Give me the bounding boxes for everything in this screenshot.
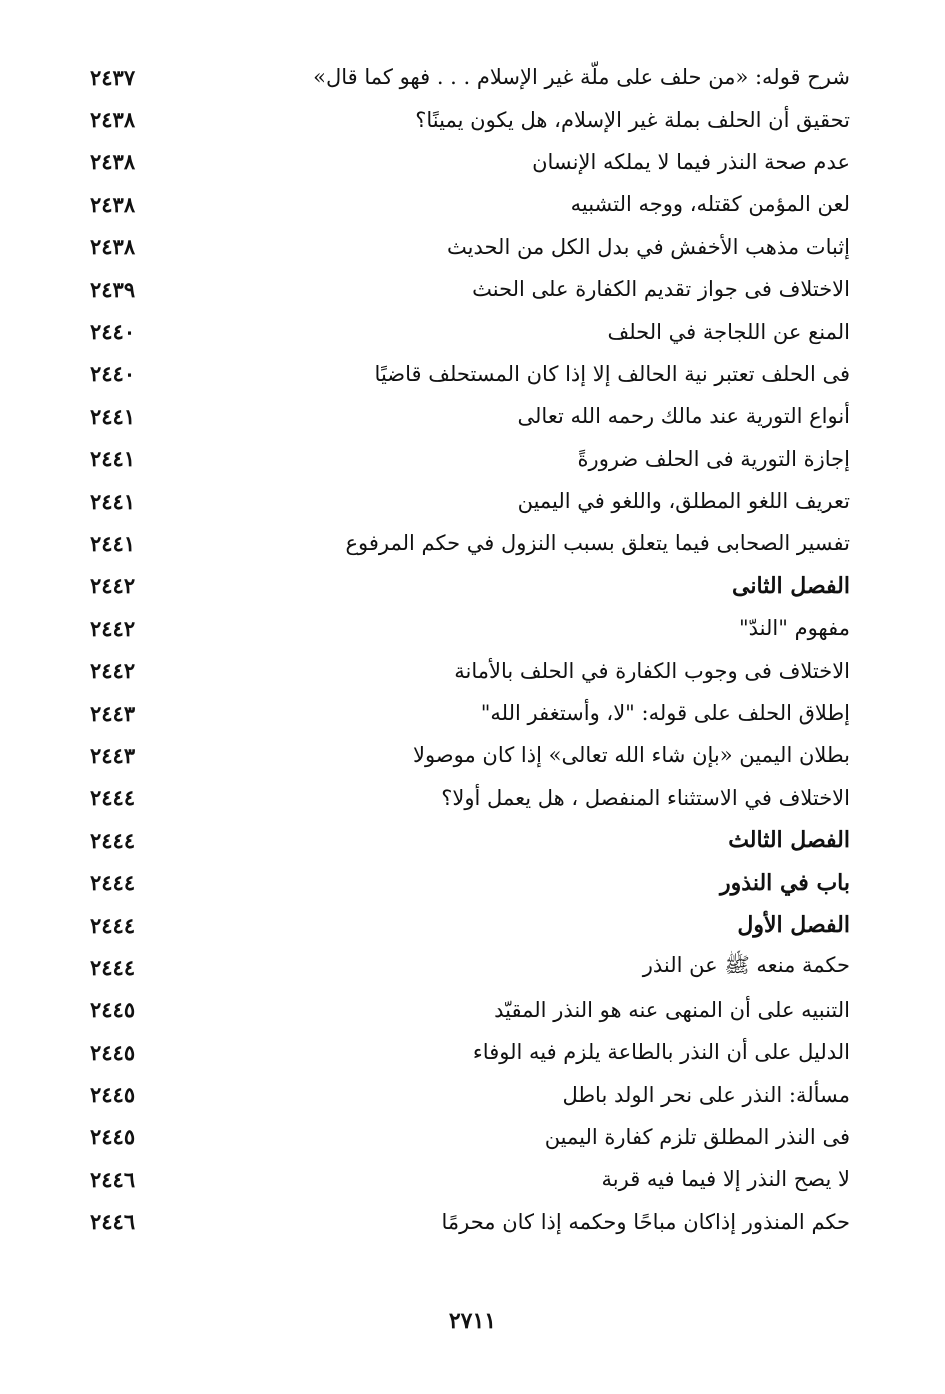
entry-title: حكمة منعه ﷺ عن النذر <box>642 952 850 977</box>
toc-entry <box>90 819 850 861</box>
entry-page-number: ٢٤٤٥ <box>90 1082 136 1108</box>
entry-title: الدليل على أن النذر بالطاعة يلزم فيه الوفاء <box>472 1040 850 1065</box>
entry-page-number: ٢٤٤٦ <box>90 1209 136 1235</box>
entry-page-number: ٢٤٤٤ <box>90 827 136 853</box>
entry-page-number: ٢٤٤٤ <box>90 870 136 896</box>
section-heading: الفصل الثالث <box>728 827 850 854</box>
entry-title: شرح قوله: «من حلف على ملّة غير الإسلام . . . فهو كما قال» <box>313 65 850 90</box>
entry-page-number: ٢٤٣٨ <box>90 234 136 260</box>
entry-page-number: ٢٤٣٨ <box>90 191 136 217</box>
toc-entry <box>90 777 850 819</box>
entry-page-number: ٢٤٤٣ <box>90 742 136 768</box>
entry-page-number: ٢٤٤٢ <box>90 658 136 684</box>
toc-entry <box>90 861 850 903</box>
entry-title: مفهوم "الندّ" <box>739 616 850 641</box>
entry-page-number: ٢٤٣٧ <box>90 64 136 90</box>
entry-title: فى النذر المطلق تلزم كفارة اليمين <box>544 1124 850 1149</box>
table-of-contents <box>90 56 850 1243</box>
entry-title: الاختلاف فى جواز تقديم الكفارة على الحنث <box>472 277 850 302</box>
toc-entry <box>90 1073 850 1115</box>
entry-page-number: ٢٤٤١ <box>90 446 136 472</box>
entry-title: أنواع التورية عند مالك رحمه الله تعالى <box>517 404 850 429</box>
toc-entry <box>90 946 850 988</box>
toc-entry <box>90 226 850 268</box>
entry-page-number: ٢٤٤٠ <box>90 361 136 387</box>
toc-entry <box>90 734 850 776</box>
toc-entry <box>90 1201 850 1243</box>
entry-page-number: ٢٤٤٤ <box>90 785 136 811</box>
entry-page-number: ٢٤٣٨ <box>90 149 136 175</box>
toc-entry <box>90 183 850 225</box>
entry-title: لا يصح النذر إلا فيما فيه قربة <box>601 1167 850 1192</box>
toc-entry <box>90 268 850 310</box>
entry-page-number: ٢٤٤٥ <box>90 1124 136 1150</box>
entry-page-number: ٢٤٤١ <box>90 488 136 514</box>
entry-title: إجازة التورية فى الحلف ضرورةً <box>577 446 850 471</box>
entry-title: تفسير الصحابى فيما يتعلق بسبب النزول في حكم المرفوع <box>345 531 850 556</box>
entry-page-number: ٢٤٤٢ <box>90 615 136 641</box>
section-heading: الفصل الثانى <box>732 572 850 599</box>
entry-page-number: ٢٤٤١ <box>90 530 136 556</box>
entry-title: التنبيه على أن المنهى عنه هو النذر المقيّد <box>494 997 850 1022</box>
page-number: ٢٧١١ <box>448 1308 497 1334</box>
entry-title: فى الحلف تعتبر نية الحالف إلا إذا كان المستحلف قاضيًا <box>374 361 850 386</box>
entry-title: المنع عن اللجاجة في الحلف <box>607 319 850 344</box>
toc-entry <box>90 904 850 946</box>
toc-entry <box>90 522 850 564</box>
entry-title: مسألة: النذر على نحر الولد باطل <box>562 1082 850 1107</box>
toc-entry <box>90 438 850 480</box>
toc-entry <box>90 565 850 607</box>
toc-entry <box>90 141 850 183</box>
section-heading: الفصل الأول <box>737 912 850 938</box>
entry-page-number: ٢٤٣٩ <box>90 276 136 302</box>
toc-entry <box>90 98 850 140</box>
entry-title: الاختلاف في الاستثناء المنفصل ، هل يعمل أولا؟ <box>441 785 850 810</box>
entry-title: إطلاق الحلف على قوله: "لا، وأستغفر الله" <box>480 701 850 726</box>
entry-page-number: ٢٤٤١ <box>90 403 136 429</box>
entry-title: لعن المؤمن كقتله، ووجه التشبيه <box>570 192 850 217</box>
entry-page-number: ٢٤٤٥ <box>90 997 136 1023</box>
entry-page-number: ٢٤٣٨ <box>90 107 136 133</box>
toc-entry <box>90 1116 850 1158</box>
toc-entry <box>90 480 850 522</box>
toc-entry <box>90 1031 850 1073</box>
toc-entry <box>90 692 850 734</box>
entry-title: بطلان اليمين «بإن شاء الله تعالى» إذا كان موصولا <box>412 743 850 768</box>
section-heading: باب في النذور <box>720 869 850 896</box>
entry-title: تحقيق أن الحلف بملة غير الإسلام، هل يكون يمينًا؟ <box>415 107 850 132</box>
toc-entry <box>90 310 850 352</box>
toc-entry <box>90 395 850 437</box>
toc-entry <box>90 649 850 691</box>
entry-title: الاختلاف فى وجوب الكفارة في الحلف بالأمانة <box>454 658 850 683</box>
entry-title: تعريف اللغو المطلق، واللغو في اليمين <box>517 489 850 514</box>
entry-title: حكم المنذور إذاكان مباحًا وحكمه إذا كان محرمًا <box>441 1209 850 1234</box>
entry-page-number: ٢٤٤٤ <box>90 954 136 980</box>
entry-page-number: ٢٤٤٥ <box>90 1039 136 1065</box>
entry-page-number: ٢٤٤٣ <box>90 700 136 726</box>
entry-page-number: ٢٤٤٠ <box>90 319 136 345</box>
entry-page-number: ٢٤٤٢ <box>90 573 136 599</box>
entry-page-number: ٢٤٤٦ <box>90 1166 136 1192</box>
entry-title: إثبات مذهب الأخفش في بدل الكل من الحديث <box>447 234 850 259</box>
toc-entry <box>90 353 850 395</box>
toc-entry <box>90 989 850 1031</box>
toc-entry <box>90 607 850 649</box>
entry-title: عدم صحة النذر فيما لا يملكه الإنسان <box>532 149 850 174</box>
toc-entry <box>90 56 850 98</box>
entry-page-number: ٢٤٤٤ <box>90 912 136 938</box>
toc-entry <box>90 1158 850 1200</box>
